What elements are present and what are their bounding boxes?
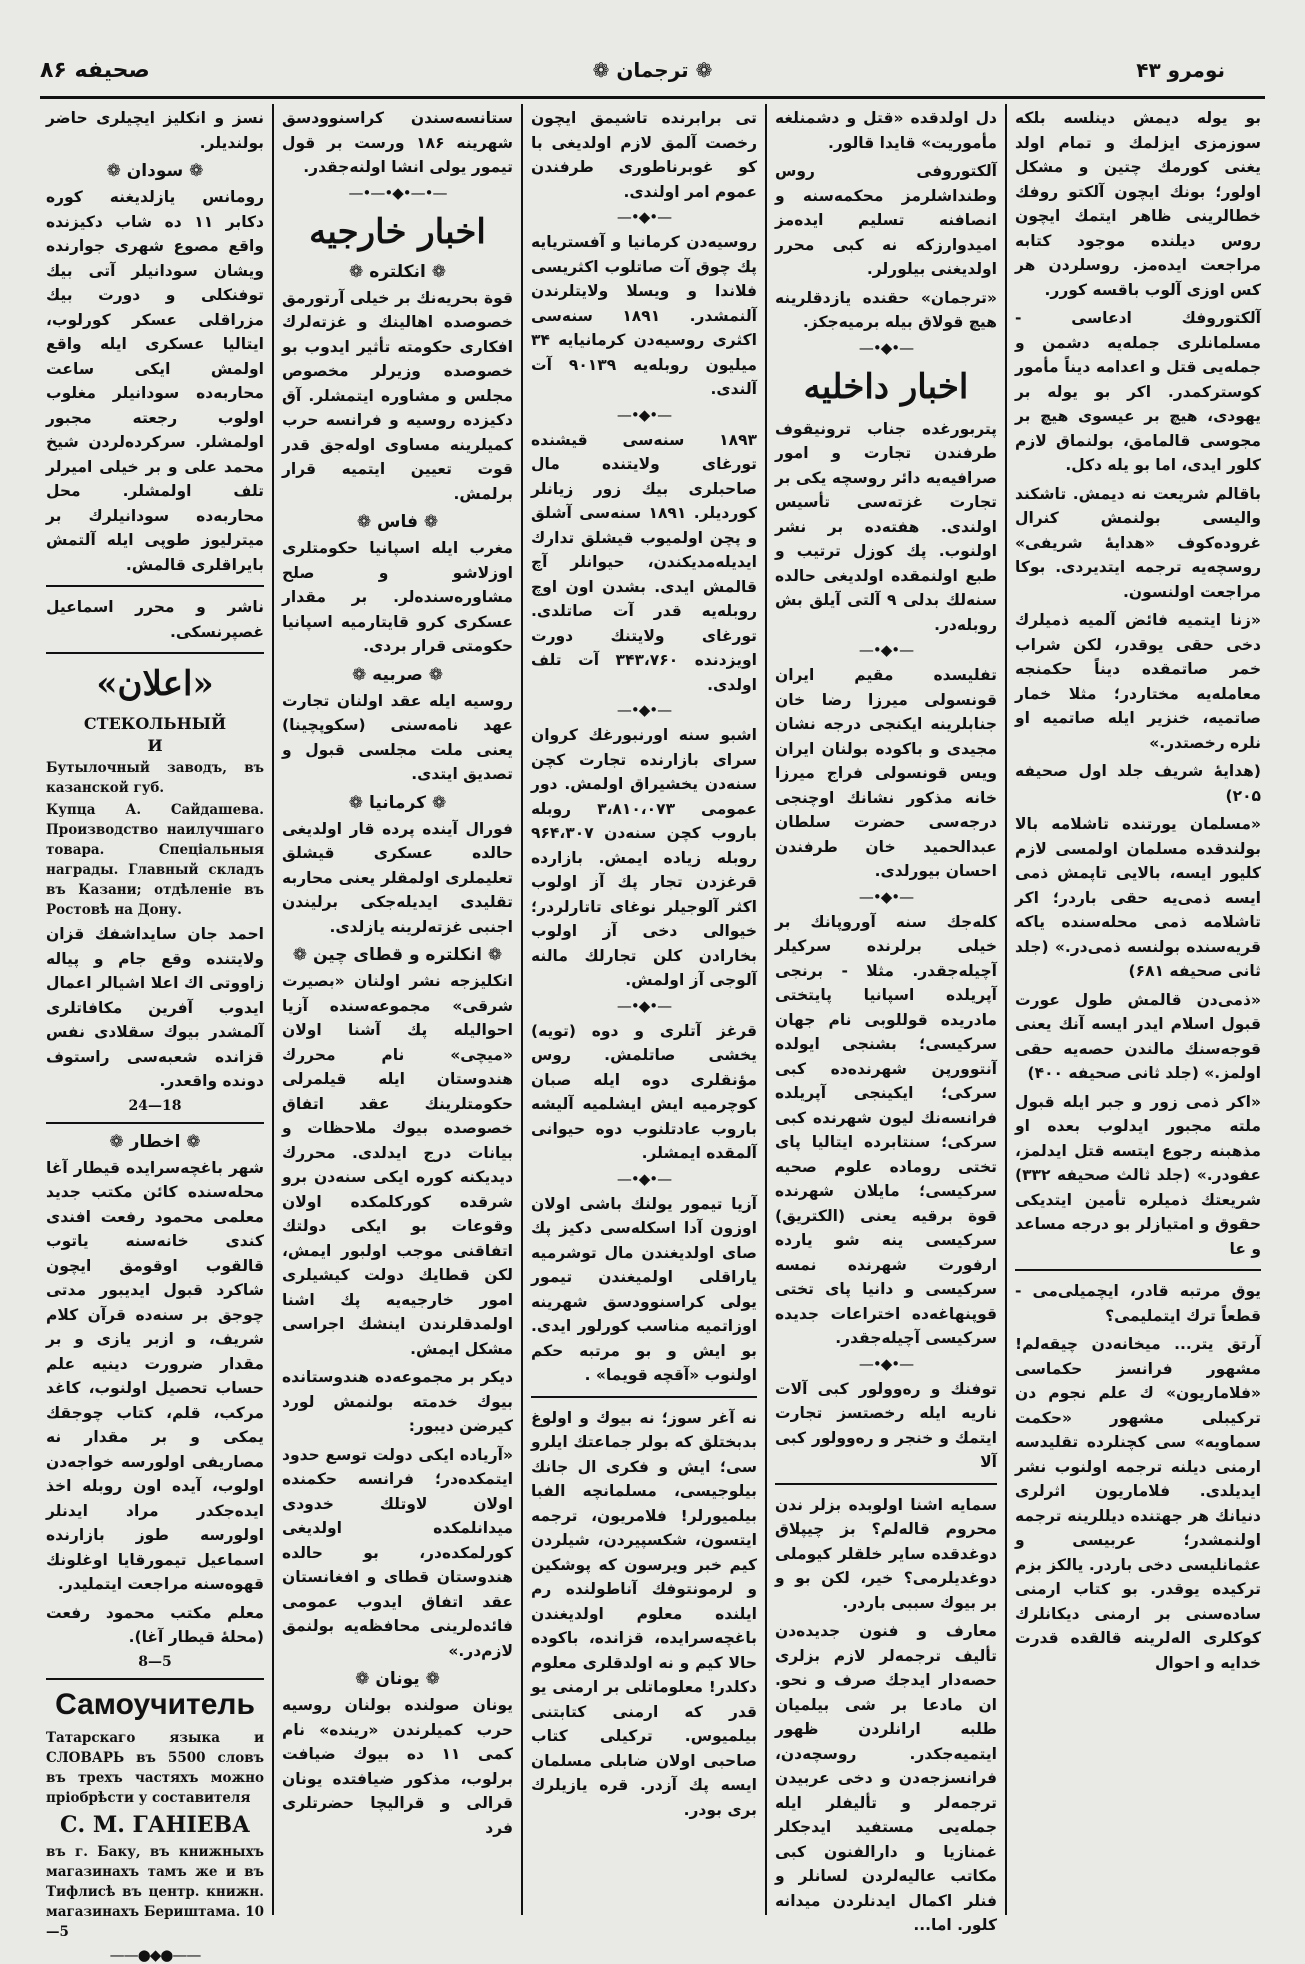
russian-ad-heading: И <box>147 736 163 755</box>
russian-ad-text: Купца А. Сайдашева. Производство наилучшаго товара. Спеціальныя награды. Главный складъ въ Казани; отдѣленіе въ Ростовѣ на Дону. <box>46 802 264 918</box>
column-rule <box>46 1678 264 1680</box>
header-rule <box>40 96 1265 99</box>
article-paragraph: «زنا ايتميه فائض آلميه ذميلرك دخى حقى يوقدر، لكن شراب خمر صاتمقده ديناً حكمنجه معامله‌يه مختاردر؛ مثلا خمار صاتميه، خنزير ايله صاتميه او نلره رخصتدر.» <box>1015 611 1261 752</box>
article-paragraph: معارف و فنون جديده‌دن تأليف ترجمەلر لازم بزلرى حصه‌دار ايدجك صرف و نحو. ان مادعا بر شى بيلميان طلبه ارانلردن ظهور ايتميه‌جكدر. روسچه‌دن، فرانسزجه‌دن و دخى عربيدن ترجمه‌لر و تأليفلر ايله جمله‌يى مستفيد ايدجكلر غمنازيا و دارالفنون كبى مكاتب عاليه‌لردن لسانلر و فنلر اكمال ايدنلردن ميدانه كلور. اما... <box>775 1622 997 1934</box>
newspaper-columns <box>38 104 1269 1964</box>
article-paragraph: قوة بحريه‌نك بر خيلى آرتورمق خصوصده اهالينك و غزته‌لرك افكارى حكومته تأثير ايدوب بو خصوصده وزيرلر مخصوص مجلس و مشاوره ايتمشلر. آق دكيزده روسيه و فرانسه حرب كميلرينه مساوى اوله‌جق قدر قوت تعيين ايتميه قرار برلمش. <box>282 288 513 503</box>
article-paragraph: «ترجمان» حقنده يازدقلرينه هيچ قولاق بيله برميه‌جكز. <box>775 288 997 331</box>
ornament-divider: —•—•◆•—•— <box>348 183 447 202</box>
column-rule <box>531 1396 757 1398</box>
ornament-divider: —•◆•— <box>616 701 672 719</box>
russian-ad-title: Самоучитель <box>55 1687 255 1721</box>
article-paragraph: روسيه ايله عقد اولنان تجارت عهد نامه‌سنى (سكوپچينا) يعنى ملت مجلسى قبول و تصديق ايتدى. <box>282 691 513 783</box>
article-paragraph: دل اولدقده «قتل و دشمنلغه مأموريت» قايدا قالور. <box>775 109 997 152</box>
article-paragraph: آزيا تيمور يولنك باشى اولان اوزون آدا اسكله‌سى دكيز پك صاى اولديغندن مال توشرميه ياراقلى اولميغندن تيمور يولى كراسنوودسق شهرينه اوزاتميه مناسب كورلور ايدى. بو ايش و بو مرتبه حكم اولنوب «آقچه قويما» . <box>531 1194 757 1384</box>
ornament-divider: —•◆•— <box>616 208 672 226</box>
article-paragraph: آلكتوروفك ادعاسى - مسلمانلرى جمله‌يه دشمن و جمله‌يى قتل و اعدامه ديناً مأمور كوستركمدر. اكر بو يوله بر يهودى، هيچ بر عيسوى هيچ بر مجوسى قالمامق، بولنماق لازم كلور ايدى، اما بو يله دكل. <box>1015 309 1261 474</box>
column-rule <box>46 1122 264 1124</box>
russian-ad-text: Бутылочный заводъ, въ казанской губ. <box>46 760 264 796</box>
article-paragraph: ستانسه‌سندن كراسنوودسق شهرينه ۱۸۶ ورست بر قول تيمور يولى انشا اولنه‌جقدر. <box>282 109 513 176</box>
article-paragraph: فورال آينده پرده قار اولديغى حالده عسكرى قيشلق تعليملرى اولمقلر يعنى محاربه تقليدى ايديله‌جكى برليندن اجنبى غزته‌لرينه يازلدى. <box>282 819 513 936</box>
section-heading: ❁ سودان ❁ <box>106 161 204 181</box>
article-paragraph: توفنك و رەوولور كبى آلات ناريه ايله رخصتسز تجارت ايتمك و خنجر و رەوولور كبى آلا <box>775 1379 997 1471</box>
section-title: اخبار خارجيه <box>309 211 486 252</box>
article-paragraph: روسيه‌دن كرمانيا و آفستريايه پك چوق آت صاتلوب اكثريسى فلاندا و ويسلا ولايتلرندن آلنمشدر. ۱۸۹۱ سنه‌سى اكثرى روسيه‌دن كرمانيايه ۳۴ ميليون روبله‌يه ۹۰۱۳۹ آت آلندى. <box>531 233 757 398</box>
section-heading: ❁ انكلتره ❁ <box>349 261 446 282</box>
section-title: اخبار داخليه <box>803 366 969 407</box>
article-paragraph: (هدايهٔ شريف جلد اول صحيفه ۲۰۵) <box>1015 762 1261 805</box>
column-rule <box>46 652 264 654</box>
column-c2 <box>274 104 523 1915</box>
article-paragraph: تفليسده مقيم ايران قونسولى ميرزا رضا خان جنابلرينه ايكنجى درجه نشان مجيدى و باكوده بولنان ايران ويس قونسولى فراج ميرزا خانه مذكور نشانك اوچنجى درجه‌سى حضرت سلطان عبدالحميد خان طرفندن احسان بيورلدى. <box>775 666 997 880</box>
page-header <box>40 58 1265 108</box>
article-paragraph: «آرياده ايكى دولت توسع حدود ايتمكده‌در؛ فرانسه حكمنده اولان لاوتلك خدودى ميدانلمكده اولديغى كورلمكده‌در، بو حالده هندوستان قطاى و افغانستان عقد اتفاق ايدوب عمومى فائده‌لرينى محافظه‌يه بولنمق لازم‌در.» <box>282 1445 513 1660</box>
russian-ad-name: С. М. ГАНІЕВА <box>60 1811 250 1838</box>
article-paragraph: ناشر و محرر اسماعيل غصپرنسكى. <box>46 598 264 641</box>
article-paragraph: احمد جان سايداشفك قزان ولايتنده وقع جام و پياله زاووتى اك اعلا اشيالر اعمال ايدوب آفرين مكافاتلرى آلمشدر بيوك سقلادى نفس قزانده شعبه‌سى راستوف دونده واقعدر. <box>46 925 264 1090</box>
article-paragraph: رومانس يازلديغنه كوره دكابر ۱۱ ده شاب دكيزنده واقع مصوع شهرى جوارنده ويشان سودانيلر آتى بيك توفنكلى و دورت بيك مزراقلى عسكر كورلوب، ايتاليا عسكرى ايله واقع اولمش ايكى ساعت محاربه‌ده سودانيلر مغلوب اولوب رجعته مجبور اولمشلر. سركرده‌لردن شيخ محمد على و بر خيلى اميرلر تلف اولمشلر. محل محاربه‌ده سودانيلرك بر ميترليوز طوپى ايله آلتمش بايراقلرى قالمش. <box>46 188 264 574</box>
ornament-divider: ——●◆●—— <box>109 1945 201 1964</box>
column-c5 <box>1007 104 1269 1915</box>
section-title: «اعلان» <box>96 664 214 704</box>
ornament-divider: —•◆•— <box>616 405 672 424</box>
article-paragraph: بو يوله ديمش دينلسه بلكه سوزمزى ايزلمك و تمام اولد يغنى كورمك چتين و مشكل اولور؛ بونك ايچون آلكتو روفك خطالرينى ظاهر ايتمك ايچون روس ديلنده موجود كتابه مراجعت ايده‌مز. روسلردن هر كس اوزى آلوب باقسه كورر. <box>1015 109 1261 299</box>
section-heading: ❁ صربيه ❁ <box>352 664 443 685</box>
article-paragraph: «ذمى‌دن قالمش طول عورت قبول اسلام ايدر ايسه آنك يعنى قوجەسنك مالندن حصه‌يه حقى اولمز.» (جلد ثانى صحيفه ۴۰۰) <box>1015 990 1261 1082</box>
column-c3 <box>523 104 767 1915</box>
column-rule <box>775 1483 997 1485</box>
column-rule <box>1015 1269 1261 1271</box>
article-paragraph: «مسلمان يورتنده تاشلامه بالا بولندقده مسلمان اولمسى لازم كليور ايسه، بالايى تاپمش ذمى ايسه ذمى‌يه حقى باردر؛ اكر تاشلامه ذمى محله‌سنده ياكه قريه‌سنده بولنسه ذمى‌در.» (جلد ثانى صحيفه ۶۸۱) <box>1015 815 1261 980</box>
issue-number: نومرو ۴۳ <box>1136 58 1225 82</box>
article-paragraph: «اكر ذمى زور و جبر ايله قبول ملته مجبور ايدلوب بعده او مذهبنه رجوع ايتسه قتل ايدلمز، عفودر.» (جلد ثالث صحيفه ۳۳۲) شريعتك ذميلره تأمين ايتديكى حقوق و امتيازلر بو درجه مساعد و عا <box>1015 1092 1261 1258</box>
russian-ad-text: Татарскаго языка и СЛОВАРЬ въ 5500 словъ въ трехъ частяхъ можно пріобрѣсти у составителя <box>46 1729 264 1806</box>
section-heading: ❁ كرمانيا ❁ <box>348 792 447 813</box>
newspaper-title: ❁ ترجمان ❁ <box>592 58 713 82</box>
article-paragraph: پتربورغده جناب ترونيقوف طرفندن تجارت و امور صرافيه‌يه دائر روسچه يكى بر تجارت غزته‌سى تأسيس اولندى. هفته‌ده بر نشر اولنوب. پك كوزل ترتيب و طبع اولنمقده اولديغى حالده سنەلك بدلى ۹ آلتى آيلق بش روبله‌در. <box>775 419 997 634</box>
ad-number: 24—18 <box>128 1097 182 1114</box>
section-heading: ❁ فاس ❁ <box>356 512 439 532</box>
article-paragraph: قرغز آتلرى و دوه (تويه) يخشى صاتلمش. روس مؤنقلرى دوه ايله صبان كوچرميه ايش ايشلميه آليشه باروب عادتلنوب دوه حيوانى آلمقده ايمشلر. <box>531 1021 757 1162</box>
article-paragraph: نسز و انكليز ايچيلرى حاضر بولنديلر. <box>46 109 264 152</box>
russian-ad-text: въ г. Баку, въ книжныхъ магазинахъ тамъ же и въ Тифлисѣ въ центр. книжн. магазинахъ Бериштама. 10—5 <box>46 1843 264 1940</box>
ornament-divider: —•◆•— <box>858 1354 914 1373</box>
article-paragraph: كله‌جك سنه آوروپانك بر خيلى برلرنده سركيلر آچيله‌جقدر. مثلا - برنجى آپريلده اسپانيا پايتختى مادريده قوللوبى نام جهان سركيسى؛ بشنجى ايولده آنتوورپن شهرنده‌ده كبى سركى؛ ايكينجى آپريلده فرانسەنك ليون شهرنده كبى سركى؛ سنتابرده ايتاليا پاى تختى روماده علوم صحيه سركيسى؛ مايلان شهرنده قوة برقيه يعنى (الكتريق) سركيسى ينه شو يارده ارفورت شهرنده نمسه سركيسى و دانيا پاى تختى قوپنهاغه‌ده اختراعات جديده سركيسى آچيله‌جقدر. <box>775 912 997 1347</box>
ornament-divider: —•◆•— <box>616 996 672 1015</box>
page-number: صحيفه ۸۶ <box>40 58 150 83</box>
article-paragraph: سمايه اشنا اولوبده بزلر ندن محروم قاله‌لم؟ بز چيپلاق دوغدقده ساير خلقلر كيوملى دوغديلرمى؟ خير، لكن بو و بر بيوك سببى باردر. <box>775 1495 997 1612</box>
article-paragraph: آلكتوروفى روس وطنداشلرمز محكمه‌سنه و انصافنه تسليم ايده‌مز اميدوارزكه نه كبى محرر اولديغنى بيلورلر. <box>775 162 997 278</box>
article-paragraph: مغرب ايله اسپانيا حكومتلرى اوزلاشو و صلح مشاوره‌سندەلر. بر مقدار عسكرى كرو قايتارميه اسپانيا حكومتى قرار بردى. <box>282 539 513 655</box>
article-paragraph: ۱۸۹۳ سنه‌سى قيشنده تورغاى ولايتنده مال صاحبلرى بيك زور زيانلر كورديلر. ۱۸۹۱ سنه‌سى آشلق و پچن اولميوب قيشلق تدارك ايديله‌مديكندن، حيوانلر آچ قالمش ايدى. بشدن اون اوچ روبله‌يه قدر آت صاتلدى. تورغاى ولايتنك دورت اويزدنده ۳۴۳،۷۶۰ آت تلف اولدى. <box>531 430 758 694</box>
article-paragraph: نه آغر سوز؛ نه بيوك و اولوغ بدبختلق كه بولر جماعتك ايلرو سى؛ ايش و فكرى ال جانك بيلوجيسى، مسلمانچه الفبا بيلميورلر! فلامريون، ترجمه ايتسون، شكسپيردن، شيلردن كيم خبر ويرسون كه پوشكين و لرمونتوفك آناطولنده رم ايلنده معلوم اولديغندن باغچه‌سرايده، قزانده، باكوده حالا كيم و نه اولدقلرى معلوم دكلدر! معلوماتلى بر ارمنى يو قدر كه ارمنى كتابتنى بيلميوس. تركيلى كتاب صاحبى اولان ضابلى مسلمان ايسه پك آزدر. قره يازيلرك برى بودر. <box>531 1408 757 1819</box>
ad-number: 8—5 <box>138 1653 172 1670</box>
section-heading: ❁ انكلتره و قطاى چين ❁ <box>292 945 503 965</box>
article-paragraph: اشبو سنه اورنبورغك كروان سراى بازارنده تجارت كچن سنه‌دن يخشيراق اولمش. دور عمومى ۳،۸۱۰،۰۷۳ روبله باروب كچن سنه‌دن ۹۶۴،۳۰۷ روبله زياده ايمش. بازارده قرغزدن تجار پك آز اولوب اكثر آلوجيلر نوغاى تاتارلردر؛ خيوالى دخى آز اولوب بخارادن كلن تجارلك مالنه آلوجى آز اولمش. <box>531 726 757 989</box>
article-paragraph: ديكر بر مجموعه‌ده هندوستانده بيوك خدمته بولنمش لورد كيرضن ديبور: <box>282 1368 513 1435</box>
section-heading: ❁ اخطار ❁ <box>109 1131 201 1152</box>
article-paragraph: يونان صولنده بولنان روسيه حرب كميلرندن «رينده» نام كمى ۱۱ ده بيوك ضيافت برلوب، مذكور ضيافتده يونان قرالى و قراليچا حضرتلرى فرد <box>282 1696 514 1837</box>
article-paragraph: انكليزجه نشر اولنان «بصيرت شرقى» مجموعه‌سنده آزيا احواليله پك آشنا اولان «ميچى» نام محررك هندوستان ايله قيلمرلى حكومتلرينك عقد اتفاق خصوصده بيوك ملاحظات و بيانات درج ايدلدى. محررك ديديكنه كوره ايكى سنه‌دن برو شرقده كوركلمكده اولان وقوعات بو ايكى دولتك اتفاقنى موجب اولبور ايمش، لكن قطايك دولت كيشيلرى امور خارجيه‌يه پك اشنا اولمدقلرندن اينشك اجراسى مشكل ايمش. <box>282 972 513 1358</box>
article-paragraph: آرتق يتر... ميخانه‌دن چيقه‌لم! مشهور فرانسز حكماسى «فلاماريون» ك علم نجوم دن تركيبلى مشهور «حكمت سماويه» سى كچنلرده تقليد‌سه ارمنى ديلنه ترجمه اولنوب نشر ايديلدى. فلاماريون اثرلرى دنيانك هر جهتنده ديللر‌ينه ترجمه اولنمشدر؛ عربيسى و عثمانليسى دخى باردر. يالكز بزم تركيده يوقدر. بو كتاب ارمنى ساده‌سنى بر ارمنى ديكانلرك كوكلرى اله‌لرينه قالقده قدرت خدايه و احوال <box>1015 1335 1261 1672</box>
article-paragraph: شهر باغچه‌سرايده قيطار آغا محله‌سنده كائن مكتب جديد معلمى محمود رفعت افندى كندى خانه‌سنه ياتوب قالقوب اوقومق ايچون شاكرد قبول ايديبور مدتى چوجق بر سنه‌ده قرآن كلام شريف، و ازبر يازى و بر مقدار ضرورت دينيه علم حساب تحصيل اولنوب، كاغد مركب، قلم، كتاب چوجقك يمكى و بر مقدار نه مصاريفى اولورسه خواجه‌دن اولوب، آيده اون روبله اخذ ايده‌جكدر مراد ايدنلر اولورسه طوز بازارنده اسماعيل تيمورقايا اوغلونك قهوه‌سنه مراجعت ايتمليدر. <box>46 1158 264 1593</box>
article-paragraph: باقالم شريعت نه ديمش. تاشكند واليسى بولنمش كنرال غرودەكوف «هدايهٔ شريفى» روسچه‌يه ترجمه ايتديردى. بوكا مراجعت اولنسون. <box>1015 484 1261 601</box>
ornament-divider: —•◆•— <box>858 641 914 659</box>
column-c1 <box>38 104 274 1964</box>
article-paragraph: تى برابرنده تاشيمق ايچون رخصت آلمق لازم اولديغى با كو غوبرناطورى طرفندن عموم امر اولندى. <box>531 109 757 201</box>
column-rule <box>46 585 264 587</box>
ornament-divider: —•◆•— <box>858 338 914 357</box>
article-paragraph: يوق مرتبه قادر، ايچميلى‌مى - قطعاً ترك ايتمليمى؟ <box>1015 1282 1261 1325</box>
ornament-divider: —•◆•— <box>616 1169 672 1188</box>
column-c4 <box>767 104 1007 1934</box>
ornament-divider: —•◆•— <box>858 887 914 906</box>
russian-ad-heading: СТЕКОЛЬНЫЙ <box>83 714 227 733</box>
section-heading: ❁ يونان ❁ <box>355 1669 440 1689</box>
article-paragraph: معلم مكتب محمود رفعت (محلهٔ قيطار آغا). <box>46 1603 264 1646</box>
